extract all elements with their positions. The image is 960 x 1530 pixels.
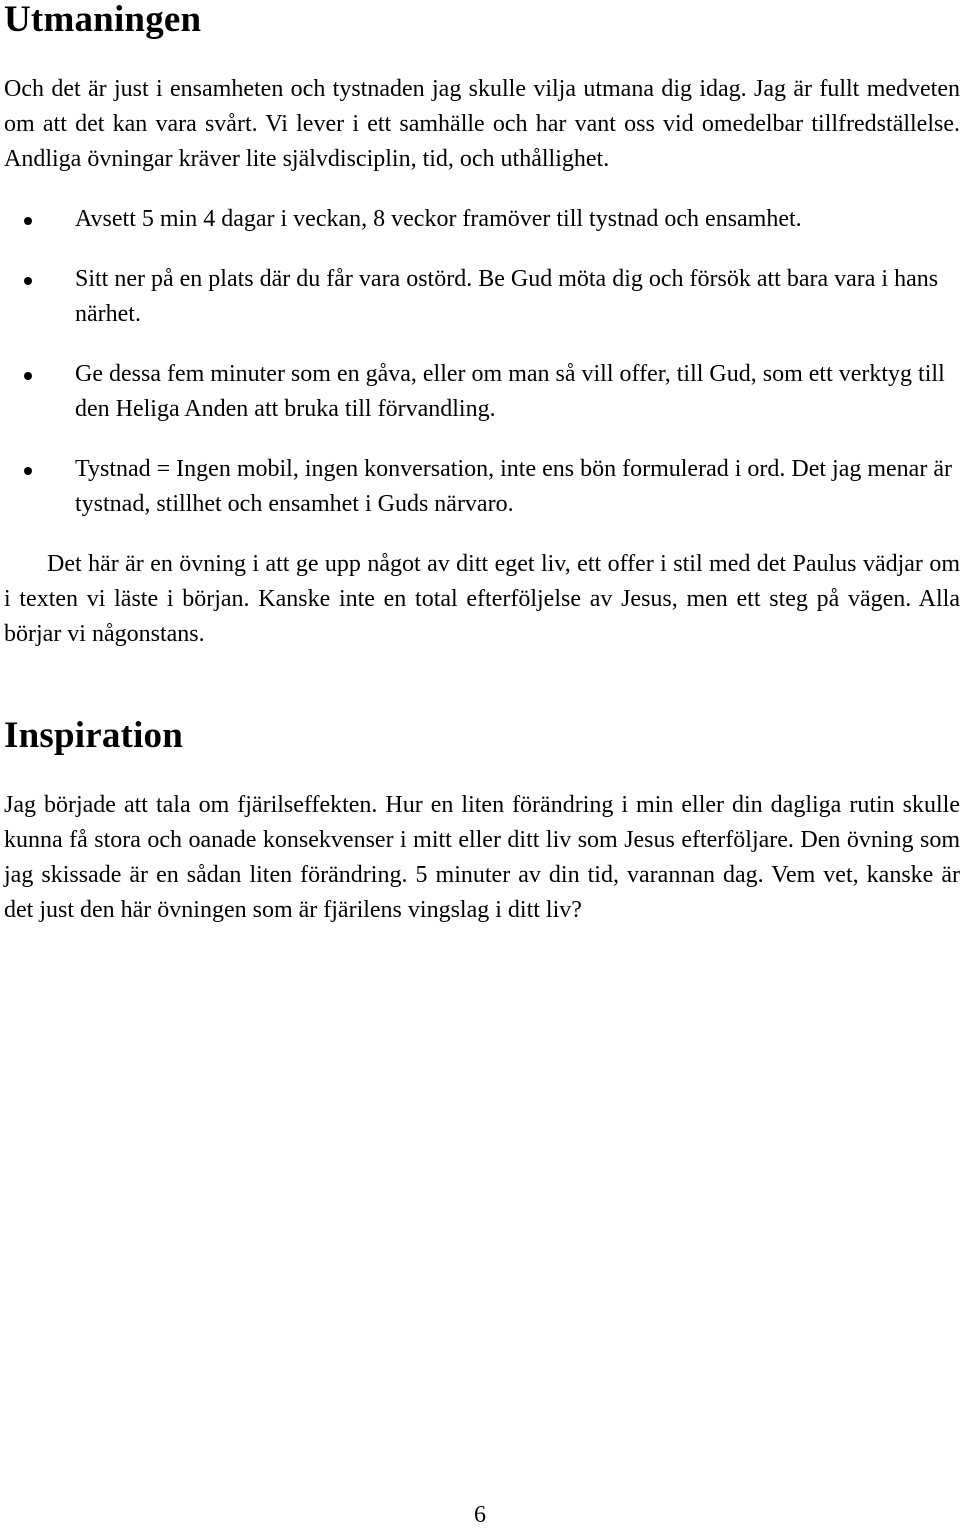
- section-heading-utmaningen: Utmaningen: [4, 0, 202, 40]
- bullet-dot-icon: [24, 277, 32, 285]
- bullet-dot-icon: [24, 467, 32, 475]
- bullet-item: [4, 357, 960, 427]
- section-heading-inspiration: Inspiration: [4, 715, 184, 756]
- exercise-bullet-list: [4, 202, 960, 522]
- bullet-dot-icon: [24, 217, 32, 225]
- document-page: [4, 0, 960, 928]
- page-number: 6: [474, 1502, 486, 1528]
- bullet-item: [4, 202, 960, 237]
- bullet-item: [4, 452, 960, 522]
- closing-paragraph: Det här är en övning i att ge upp något av ditt eget liv, ett offer i stil med det Paulus vädjar om i texten vi läste i början. Kanske inte en total efterföljelse av Jesus, men ett steg på vägen. Alla börjar vi någonstans.: [4, 551, 960, 647]
- bullet-text: Avsett 5 min 4 dagar i veckan, 8 veckor framöver till tystnad och ensamhet.: [75, 206, 802, 232]
- bullet-item: [4, 262, 960, 332]
- intro-paragraph: Och det är just i ensamheten och tystnaden jag skulle vilja utmana dig idag. Jag är fullt medveten om att det kan vara svårt. Vi lever i ett samhälle och har vant oss vid omedelbar tillfredställelse. Andliga övningar kräver lite självdisciplin, tid, och uthållighet.: [4, 76, 960, 172]
- inspiration-paragraph: Jag började att tala om fjärilseffekten. Hur en liten förändring i min eller din dagliga rutin skulle kunna få stora och oanade konsekvenser i mitt eller ditt liv som Jesus efterföljare. Den övning som jag skissade är en sådan liten förändring. 5 minuter av din tid, varannan dag. Vem vet, kanske är det just den här övningen som är fjärilens vingslag i ditt liv?: [4, 792, 960, 923]
- bullet-text: Ge dessa fem minuter som en gåva, eller om man så vill offer, till Gud, som ett verktyg till den Heliga Anden att bruka till förvandling.: [75, 361, 945, 422]
- bullet-text: Tystnad = Ingen mobil, ingen konversation, inte ens bön formulerad i ord. Det jag menar är tystnad, stillhet och ensamhet i Guds närvaro.: [75, 456, 952, 517]
- bullet-text: Sitt ner på en plats där du får vara ostörd. Be Gud möta dig och försök att bara vara i hans närhet.: [75, 266, 939, 327]
- bullet-dot-icon: [24, 372, 32, 380]
